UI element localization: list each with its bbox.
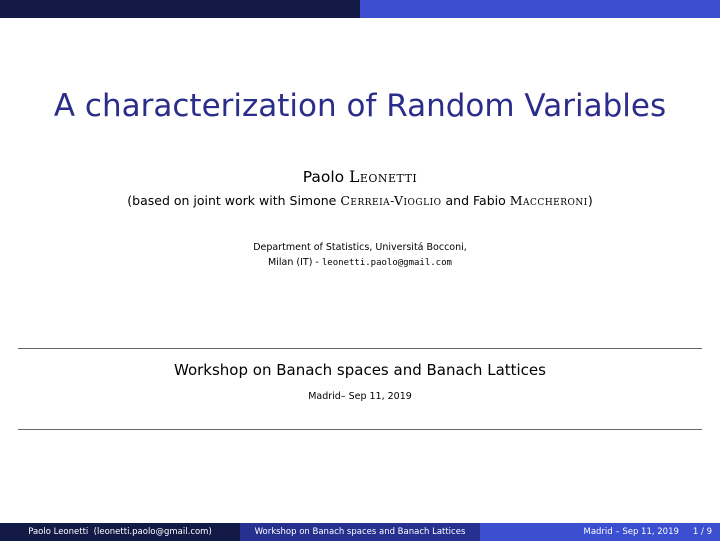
page-number[interactable]: 1 / 9	[692, 527, 712, 537]
affiliation-block	[0, 240, 720, 271]
joint-work-middle: and Fabio	[445, 193, 506, 208]
footer-author	[0, 523, 240, 541]
joint-work-prefix: (based on joint work with Simone	[127, 193, 337, 208]
affiliation-line-1: Department of Statistics, Universitá Bocconi,	[253, 242, 467, 253]
divider-top	[18, 348, 702, 349]
event-name: Workshop on Banach spaces and Banach Lattices	[174, 361, 546, 379]
footer-place-date	[480, 523, 720, 541]
author-first-name: Paolo	[302, 168, 345, 186]
divider-bottom	[18, 429, 702, 430]
slide-title: A characterization of Random Variables	[53, 88, 667, 124]
affiliation-location: Milan (IT) -	[268, 257, 319, 268]
coauthor-2-last-name: Maccheroni	[509, 193, 588, 208]
joint-work-line	[0, 193, 720, 208]
event-date: Madrid– Sep 11, 2019	[308, 391, 412, 402]
joint-work-suffix: )	[587, 193, 593, 208]
footer-event	[240, 523, 480, 541]
coauthor-1-last-name: Cerreia-Vioglio	[340, 193, 442, 208]
affiliation-line-2	[0, 255, 720, 271]
author-line	[0, 168, 720, 186]
footer-event-text: Workshop on Banach spaces and Banach Lattices	[254, 527, 466, 537]
top-bar-left-segment	[0, 0, 360, 18]
top-bar-right-segment	[360, 0, 720, 18]
footer-place-date-text: Madrid – Sep 11, 2019	[583, 527, 679, 537]
top-navigation-bar	[0, 0, 720, 18]
author-last-name: Leonetti	[349, 168, 418, 186]
footer-author-text: Paolo Leonetti (leonetti.paolo@gmail.com)	[28, 527, 212, 537]
author-email: leonetti.paolo@gmail.com	[321, 258, 452, 268]
footer-bar	[0, 523, 720, 541]
